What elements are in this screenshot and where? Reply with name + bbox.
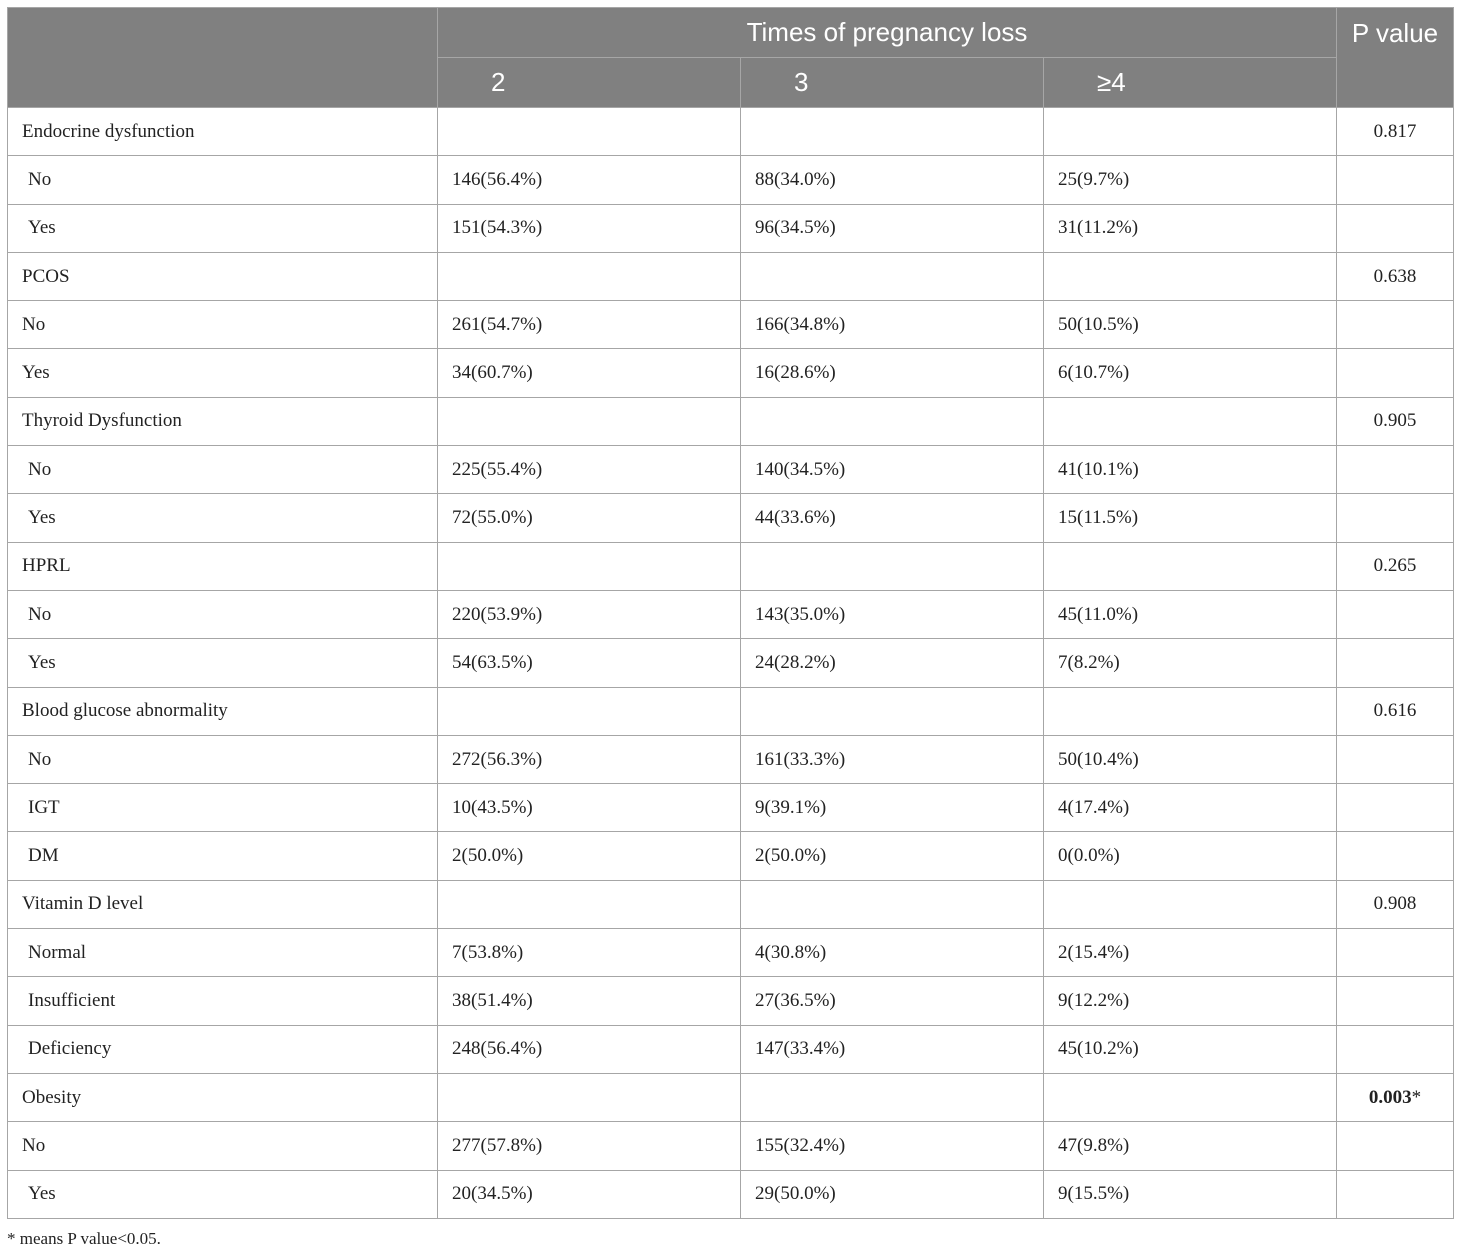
row-label: No: [8, 301, 438, 349]
table-row: [8, 494, 1454, 542]
table-row-category: [8, 687, 1454, 735]
column-header-4plus: ≥4: [1044, 58, 1337, 108]
row-label: Deficiency: [8, 1025, 438, 1073]
row-label: No: [8, 156, 438, 204]
cell-pvalue: [1337, 735, 1454, 783]
cell-c3: [741, 252, 1044, 300]
cell-pvalue: [1337, 1025, 1454, 1073]
table-row: [8, 1122, 1454, 1170]
row-label: PCOS: [8, 252, 438, 300]
cell-c3: [741, 397, 1044, 445]
table-row: [8, 929, 1454, 977]
cell-c3: 4(30.8%): [741, 929, 1044, 977]
row-label: Vitamin D level: [8, 880, 438, 928]
data-table: [7, 7, 1454, 1219]
table-body: [8, 108, 1454, 1219]
cell-c2: [438, 542, 741, 590]
table-row-category: [8, 542, 1454, 590]
cell-c2: 20(34.5%): [438, 1170, 741, 1218]
cell-c2: 2(50.0%): [438, 832, 741, 880]
row-label: Yes: [8, 494, 438, 542]
cell-c4: [1044, 252, 1337, 300]
cell-c3: 16(28.6%): [741, 349, 1044, 397]
row-label: No: [8, 735, 438, 783]
cell-pvalue: 0.817: [1337, 108, 1454, 156]
cell-c2: 54(63.5%): [438, 639, 741, 687]
cell-c3: 9(39.1%): [741, 784, 1044, 832]
cell-c4: 2(15.4%): [1044, 929, 1337, 977]
cell-c4: 50(10.4%): [1044, 735, 1337, 783]
cell-c2: [438, 687, 741, 735]
cell-pvalue: [1337, 1170, 1454, 1218]
cell-c2: 272(56.3%): [438, 735, 741, 783]
row-label: Thyroid Dysfunction: [8, 397, 438, 445]
table-row: [8, 735, 1454, 783]
cell-c3: 147(33.4%): [741, 1025, 1044, 1073]
table-row-category: [8, 252, 1454, 300]
cell-c4: 9(12.2%): [1044, 977, 1337, 1025]
row-label: Insufficient: [8, 977, 438, 1025]
row-label: IGT: [8, 784, 438, 832]
cell-c2: 7(53.8%): [438, 929, 741, 977]
cell-c2: 10(43.5%): [438, 784, 741, 832]
cell-pvalue: 0.905: [1337, 397, 1454, 445]
cell-c4: 45(10.2%): [1044, 1025, 1337, 1073]
cell-c3: [741, 542, 1044, 590]
cell-pvalue: [1337, 301, 1454, 349]
cell-pvalue: [1337, 494, 1454, 542]
cell-c4: 7(8.2%): [1044, 639, 1337, 687]
table-row-category: [8, 108, 1454, 156]
cell-c4: 9(15.5%): [1044, 1170, 1337, 1218]
row-label: Yes: [8, 1170, 438, 1218]
cell-c4: 31(11.2%): [1044, 204, 1337, 252]
cell-c3: 88(34.0%): [741, 156, 1044, 204]
cell-c4: [1044, 880, 1337, 928]
cell-c3: 29(50.0%): [741, 1170, 1044, 1218]
cell-pvalue: 0.616: [1337, 687, 1454, 735]
row-label: No: [8, 590, 438, 638]
table-row: [8, 832, 1454, 880]
cell-c4: 25(9.7%): [1044, 156, 1337, 204]
cell-pvalue: [1337, 204, 1454, 252]
row-label: Normal: [8, 929, 438, 977]
table-footnote: * means P value<0.05.: [7, 1229, 161, 1248]
table-row: [8, 977, 1454, 1025]
row-label: Obesity: [8, 1073, 438, 1121]
table-row: [8, 784, 1454, 832]
cell-c3: 44(33.6%): [741, 494, 1044, 542]
cell-c3: 27(36.5%): [741, 977, 1044, 1025]
table-row: [8, 349, 1454, 397]
row-label: Yes: [8, 349, 438, 397]
cell-c2: 225(55.4%): [438, 446, 741, 494]
row-label: No: [8, 446, 438, 494]
table-row: [8, 1170, 1454, 1218]
cell-c4: 45(11.0%): [1044, 590, 1337, 638]
row-label: Yes: [8, 204, 438, 252]
cell-c2: 277(57.8%): [438, 1122, 741, 1170]
cell-c3: 140(34.5%): [741, 446, 1044, 494]
table-row: [8, 156, 1454, 204]
header-blank-cell: [8, 8, 438, 108]
column-header-2: 2: [438, 58, 741, 108]
pvalue-significant: 0.003: [1368, 1086, 1412, 1108]
cell-pvalue: [1337, 832, 1454, 880]
cell-pvalue: [1337, 977, 1454, 1025]
table-row: [8, 1025, 1454, 1073]
table-row-category: [8, 397, 1454, 445]
cell-c4: 4(17.4%): [1044, 784, 1337, 832]
cell-c2: 146(56.4%): [438, 156, 741, 204]
cell-pvalue: [1337, 639, 1454, 687]
table-row-category: [8, 1073, 1454, 1121]
cell-c3: 96(34.5%): [741, 204, 1044, 252]
cell-c4: 0(0.0%): [1044, 832, 1337, 880]
table-row: [8, 301, 1454, 349]
cell-c4: [1044, 108, 1337, 156]
cell-c3: [741, 880, 1044, 928]
cell-c4: [1044, 687, 1337, 735]
cell-c4: [1044, 397, 1337, 445]
pvalue-header: P value: [1337, 8, 1454, 108]
column-header-3: 3: [741, 58, 1044, 108]
cell-c3: [741, 108, 1044, 156]
cell-c2: 72(55.0%): [438, 494, 741, 542]
row-label: Yes: [8, 639, 438, 687]
table-row: [8, 446, 1454, 494]
table-row: [8, 204, 1454, 252]
significance-marker: *: [1411, 1086, 1422, 1108]
cell-c3: 24(28.2%): [741, 639, 1044, 687]
cell-pvalue: [1337, 784, 1454, 832]
row-label: HPRL: [8, 542, 438, 590]
cell-c3: 161(33.3%): [741, 735, 1044, 783]
table-row-category: [8, 880, 1454, 928]
cell-c3: [741, 687, 1044, 735]
cell-c2: 38(51.4%): [438, 977, 741, 1025]
cell-pvalue: 0.908: [1337, 880, 1454, 928]
cell-c3: 166(34.8%): [741, 301, 1044, 349]
cell-c2: [438, 880, 741, 928]
cell-pvalue: [1337, 1122, 1454, 1170]
cell-pvalue: [1337, 590, 1454, 638]
cell-c2: [438, 397, 741, 445]
group-header: Times of pregnancy loss: [438, 8, 1337, 58]
row-label: Endocrine dysfunction: [8, 108, 438, 156]
row-label: Blood glucose abnormality: [8, 687, 438, 735]
cell-pvalue: [1337, 446, 1454, 494]
cell-c2: 34(60.7%): [438, 349, 741, 397]
cell-pvalue: 0.265: [1337, 542, 1454, 590]
cell-c4: [1044, 542, 1337, 590]
table-row: [8, 590, 1454, 638]
cell-c2: [438, 252, 741, 300]
cell-c2: 151(54.3%): [438, 204, 741, 252]
cell-c2: [438, 108, 741, 156]
cell-c3: 2(50.0%): [741, 832, 1044, 880]
cell-c4: 6(10.7%): [1044, 349, 1337, 397]
cell-c4: 15(11.5%): [1044, 494, 1337, 542]
cell-pvalue: [1337, 156, 1454, 204]
cell-pvalue: [1337, 349, 1454, 397]
cell-c2: 220(53.9%): [438, 590, 741, 638]
cell-c4: 41(10.1%): [1044, 446, 1337, 494]
cell-pvalue: [1337, 929, 1454, 977]
cell-c4: 47(9.8%): [1044, 1122, 1337, 1170]
cell-c3: 155(32.4%): [741, 1122, 1044, 1170]
cell-c2: 248(56.4%): [438, 1025, 741, 1073]
cell-c4: [1044, 1073, 1337, 1121]
table-row: [8, 639, 1454, 687]
cell-c3: 143(35.0%): [741, 590, 1044, 638]
cell-c2: 261(54.7%): [438, 301, 741, 349]
cell-pvalue: [1337, 1073, 1454, 1121]
cell-c3: [741, 1073, 1044, 1121]
row-label: No: [8, 1122, 438, 1170]
cell-pvalue: 0.638: [1337, 252, 1454, 300]
table-header: [8, 8, 1454, 108]
row-label: DM: [8, 832, 438, 880]
cell-c4: 50(10.5%): [1044, 301, 1337, 349]
cell-c2: [438, 1073, 741, 1121]
